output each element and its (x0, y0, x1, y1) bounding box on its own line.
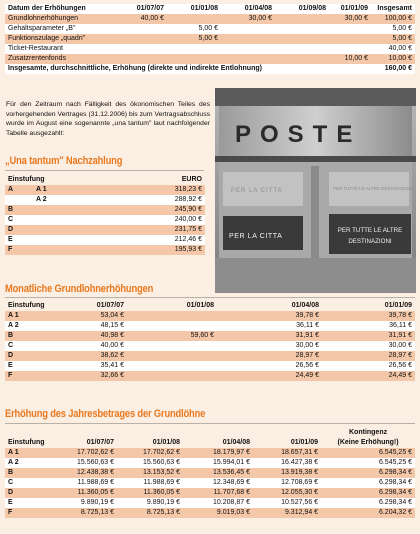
table-cell (221, 54, 275, 64)
table-cell: 16.427,38 € (253, 458, 321, 468)
table-cell (221, 24, 275, 34)
summary-header-cell: 01/04/08 (221, 4, 275, 14)
table-cell: A 2 (5, 321, 65, 331)
table-cell (113, 54, 167, 64)
table-row (5, 341, 415, 351)
photo-sign-text: POSTE (235, 121, 362, 148)
table-cell: A 1 (5, 311, 65, 321)
table-cell: 59,60 € (127, 331, 217, 341)
table-cell: 28,97 € (217, 351, 322, 361)
table-cell: D (5, 488, 51, 498)
annual-header-kontingenz: Kontingenz (349, 429, 388, 436)
summary-total-row (5, 64, 415, 74)
table-cell (113, 44, 167, 54)
table-cell: E (5, 361, 65, 371)
table-row (5, 54, 415, 64)
table-cell: A 1 (5, 448, 51, 458)
table-cell (275, 44, 329, 54)
table-cell: 48,15 € (65, 321, 127, 331)
summary-table-wrap (5, 4, 415, 74)
table-cell: 212,46 € (123, 235, 205, 245)
table-row (5, 311, 415, 321)
table-cell: B (5, 468, 51, 478)
table-cell: 5,00 € (167, 34, 221, 44)
table-row (5, 361, 415, 371)
photo-slot-left-label: PER LA CITTA (229, 233, 283, 240)
annual-table (5, 428, 415, 518)
table-cell: Ticket-Restaurant (5, 44, 113, 54)
table-cell: 318,23 € (123, 185, 205, 195)
table-cell (33, 225, 123, 235)
table-cell: 10.208,87 € (183, 498, 253, 508)
mailbox-illustration (215, 88, 416, 293)
table-row (5, 14, 415, 24)
mailbox-photo (215, 88, 416, 293)
monthly-table (5, 301, 415, 381)
monthly-header-cell: 01/07/07 (96, 302, 124, 309)
una-tantum-table-wrap (5, 175, 205, 255)
table-cell: 15.560,63 € (51, 458, 117, 468)
table-cell: 31,91 € (322, 331, 415, 341)
table-cell: 17.702,62 € (51, 448, 117, 458)
summary-header-cell: 01/01/09 (329, 4, 371, 14)
table-cell: 18.179,97 € (183, 448, 253, 458)
table-cell: 40,00 € (113, 14, 167, 24)
table-cell: 28,97 € (322, 351, 415, 361)
table-cell: C (5, 478, 51, 488)
table-cell (5, 195, 33, 205)
table-cell: 12.438,38 € (51, 468, 117, 478)
table-cell (329, 44, 371, 54)
table-cell: 30,00 € (329, 14, 371, 24)
table-row (5, 195, 205, 205)
table-cell: 12.055,30 € (253, 488, 321, 498)
table-cell: F (5, 508, 51, 518)
table-cell: E (5, 235, 33, 245)
photo-slot-right-line1: PER TUTTE LE ALTRE (337, 227, 403, 234)
table-cell: 9.890,19 € (51, 498, 117, 508)
table-cell: 30,00 € (322, 341, 415, 351)
table-cell (275, 24, 329, 34)
table-cell (167, 54, 221, 64)
table-cell: 6.298,34 € (321, 488, 415, 498)
table-row (5, 488, 415, 498)
table-row (5, 225, 205, 235)
table-cell (221, 44, 275, 54)
table-cell (33, 235, 123, 245)
table-cell (275, 34, 329, 44)
table-cell: 5,00 € (371, 24, 415, 34)
table-cell: Zusatzrentenfonds (5, 54, 113, 64)
summary-header-cell: 01/01/08 (167, 4, 221, 14)
monthly-header-cell: 01/04/08 (291, 302, 319, 309)
table-cell (275, 54, 329, 64)
table-row (5, 24, 415, 34)
table-row (5, 508, 415, 518)
table-cell: Funktionszulage „quadri" (5, 34, 113, 44)
table-cell: 8.725,13 € (51, 508, 117, 518)
table-cell: 231,75 € (123, 225, 205, 235)
table-cell (33, 215, 123, 225)
section-divider (5, 423, 415, 424)
annual-header-cell: 01/07/07 (86, 439, 114, 446)
table-cell: 6.545,25 € (321, 448, 415, 458)
table-cell: 9.890,19 € (117, 498, 183, 508)
table-cell: 53,04 € (65, 311, 127, 321)
table-cell: 11.360,05 € (51, 488, 117, 498)
table-cell: 6.298,34 € (321, 478, 415, 488)
table-cell (275, 14, 329, 24)
section-divider (5, 170, 204, 171)
photo-faint-right: PER TUTTE LE ALTRE DESTINAZIONI (333, 186, 413, 191)
table-cell: 5,00 € (167, 24, 221, 34)
table-row (5, 205, 205, 215)
monthly-header-row (5, 301, 415, 311)
table-row (5, 448, 415, 458)
summary-table (5, 4, 415, 74)
table-cell: 38,62 € (65, 351, 127, 361)
table-cell (127, 341, 217, 351)
monthly-header-cell: 01/01/09 (384, 302, 412, 309)
table-row (5, 44, 415, 54)
monthly-title: Monatliche Grundlohnerhöhungen (5, 283, 154, 295)
table-cell: 24,49 € (322, 371, 415, 381)
table-cell: 11.707,68 € (183, 488, 253, 498)
monthly-header-cell: Einstufung (8, 302, 45, 309)
summary-header-cell: 01/07/07 (113, 4, 167, 14)
table-cell: B (5, 331, 65, 341)
table-cell: F (5, 371, 65, 381)
monthly-header-cell: 01/01/08 (186, 302, 214, 309)
table-cell: 17.702,62 € (117, 448, 183, 458)
table-row (5, 351, 415, 361)
summary-header-cell: Datum der Erhöhungen (5, 4, 113, 14)
table-cell: 10,00 € (371, 54, 415, 64)
table-cell (329, 24, 371, 34)
photo-slot-right-line2: DESTINAZIONI (348, 238, 392, 245)
table-cell: 11.988,69 € (117, 478, 183, 488)
table-cell (329, 34, 371, 44)
table-row (5, 215, 205, 225)
table-cell: C (5, 215, 33, 225)
table-cell: 288,92 € (123, 195, 205, 205)
annual-title: Erhöhung des Jahresbetrages der Grundlöhne (5, 408, 206, 420)
annual-header-spacer (5, 428, 321, 438)
monthly-table-wrap (5, 301, 415, 381)
table-cell: A 2 (5, 458, 51, 468)
table-cell: 13.919,38 € (253, 468, 321, 478)
table-row (5, 478, 415, 488)
table-cell: A 2 (33, 195, 123, 205)
table-cell: 9.312,94 € (253, 508, 321, 518)
table-cell: 32,66 € (65, 371, 127, 381)
table-row (5, 498, 415, 508)
table-row (5, 371, 415, 381)
table-row (5, 468, 415, 478)
photo-faint-left: PER LA CITTA (231, 188, 283, 194)
table-cell: 40,98 € (65, 331, 127, 341)
table-cell: 10.527,56 € (253, 498, 321, 508)
table-row (5, 235, 205, 245)
table-cell: A (5, 185, 33, 195)
annual-header-cell: 01/04/08 (222, 439, 250, 446)
table-cell: 5,00 € (371, 34, 415, 44)
table-cell: 195,93 € (123, 245, 205, 255)
table-cell: 36,11 € (217, 321, 322, 331)
table-cell: D (5, 225, 33, 235)
table-cell: 11.360,05 € (117, 488, 183, 498)
summary-total-value: 160,00 € (371, 64, 415, 74)
table-cell: C (5, 341, 65, 351)
summary-header-row (5, 4, 415, 14)
table-cell: 8.725,13 € (117, 508, 183, 518)
table-cell: 26,56 € (322, 361, 415, 371)
una-tantum-header-row (5, 175, 205, 185)
summary-total-label: Insgesamte, durchschnittliche, Erhöhung (direkte und indirekte Entlohnung) (5, 64, 371, 74)
table-cell (113, 34, 167, 44)
table-cell: 15.994,01 € (183, 458, 253, 468)
table-cell: 26,56 € (217, 361, 322, 371)
table-cell: 12.348,69 € (183, 478, 253, 488)
table-cell: 6.298,34 € (321, 468, 415, 478)
table-row (5, 331, 415, 341)
annual-header-cell: 01/01/08 (152, 439, 180, 446)
table-cell: 39,78 € (217, 311, 322, 321)
table-cell: 10,00 € (329, 54, 371, 64)
table-cell (127, 321, 217, 331)
table-cell (167, 14, 221, 24)
table-cell: Gehaltsparameter „B" (5, 24, 113, 34)
table-cell (127, 371, 217, 381)
annual-table-wrap (5, 428, 415, 518)
table-cell (127, 311, 217, 321)
table-cell: 18.657,31 € (253, 448, 321, 458)
table-cell: D (5, 351, 65, 361)
una-tantum-table (5, 175, 205, 255)
table-cell (113, 24, 167, 34)
annual-header-cell: Einstufung (8, 439, 45, 446)
table-cell: B (5, 205, 33, 215)
table-row (5, 245, 205, 255)
annual-header-cell: 01/01/09 (290, 439, 319, 446)
una-tantum-header-euro: EURO (181, 176, 202, 183)
table-cell: 30,00 € (217, 341, 322, 351)
table-cell: 31,91 € (217, 331, 322, 341)
table-cell: 6.204,32 € (321, 508, 415, 518)
una-tantum-header-label: Einstufung (8, 176, 45, 183)
table-cell: 100,00 € (371, 14, 415, 24)
table-cell (221, 34, 275, 44)
table-cell: 24,49 € (217, 371, 322, 381)
annual-header-row-2 (5, 438, 415, 448)
table-cell: 30,00 € (221, 14, 275, 24)
table-cell: 13.536,45 € (183, 468, 253, 478)
table-cell: 39,78 € (322, 311, 415, 321)
table-cell: 6.298,34 € (321, 498, 415, 508)
table-cell: 36,11 € (322, 321, 415, 331)
table-cell: 245,90 € (123, 205, 205, 215)
table-row (5, 185, 205, 195)
table-cell: 13.153,52 € (117, 468, 183, 478)
table-cell: 35,41 € (65, 361, 127, 371)
section-divider (5, 297, 415, 298)
summary-header-cell: Insgesamt (371, 4, 415, 14)
table-cell: 40,00 € (371, 44, 415, 54)
una-tantum-title: „Una tantum" Nachzahlung (5, 155, 123, 167)
table-cell (127, 361, 217, 371)
table-row (5, 458, 415, 468)
table-cell: E (5, 498, 51, 508)
table-cell: 11.988,69 € (51, 478, 117, 488)
summary-header-cell: 01/09/08 (275, 4, 329, 14)
table-cell: 40,00 € (65, 341, 127, 351)
table-cell: 240,00 € (123, 215, 205, 225)
table-cell: Grundlohnerhöhungen (5, 14, 113, 24)
table-cell: 15.560,63 € (117, 458, 183, 468)
table-cell: 9.019,03 € (183, 508, 253, 518)
table-cell (33, 245, 123, 255)
table-cell: A 1 (33, 185, 123, 195)
table-cell (167, 44, 221, 54)
annual-header-kontingenz-note: (Keine Erhöhung!) (337, 439, 399, 446)
table-row (5, 321, 415, 331)
annual-header-row-1 (5, 428, 415, 438)
intro-paragraph: Für den Zeitraum nach Fälligkeit des ökonomischen Teiles des vorhergehenden Vertrages (31.12.2006) bis zum Vertragsabschluss wurde im August eine sogenannte „una tantum" laut nachfolgender Tabelle ausgezahlt: (6, 101, 210, 137)
table-cell (127, 351, 217, 361)
table-cell (33, 205, 123, 215)
table-cell: 12.708,69 € (253, 478, 321, 488)
table-cell: F (5, 245, 33, 255)
table-row (5, 34, 415, 44)
table-cell: 6.545,25 € (321, 458, 415, 468)
